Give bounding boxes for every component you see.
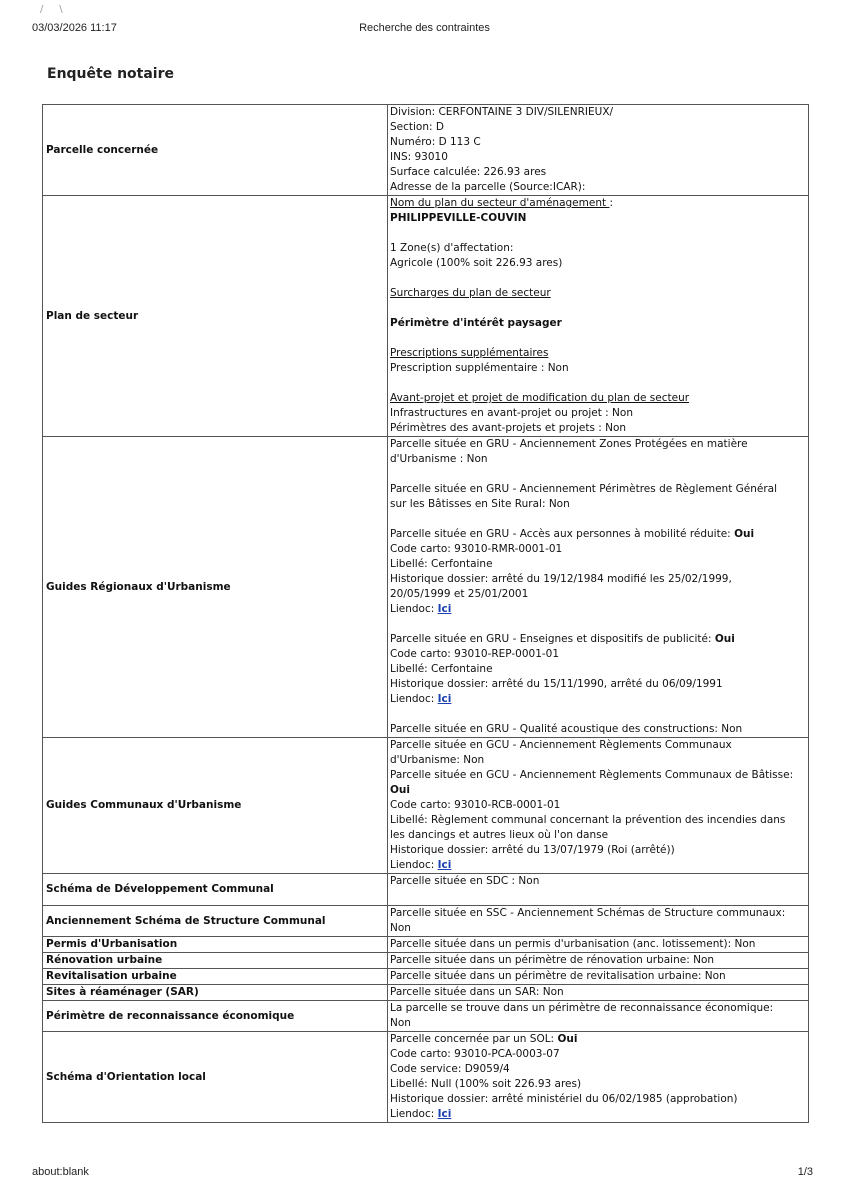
row-value: [388, 196, 809, 437]
row-label: Rénovation urbaine: [43, 953, 388, 969]
text-line: Adresse de la parcelle (Source:ICAR):: [390, 181, 586, 193]
constraints-table: [42, 104, 809, 1123]
table-row-sar: [43, 985, 809, 1001]
row-value: [388, 105, 809, 196]
text-line: Agricole (100% soit 226.93 ares): [390, 257, 563, 269]
text-line: Code carto: 93010-REP-0001-01: [390, 648, 560, 660]
text-line: Historique dossier: arrêté du 15/11/1990, arrêté du 06/09/1991: [390, 678, 723, 690]
text-line: INS: 93010: [390, 151, 448, 163]
page-number: 1/3: [797, 1166, 813, 1178]
text-line: Parcelle située en GRU - Qualité acoustique des constructions: Non: [390, 723, 743, 735]
text-line: Périmètres des avant-projets et projets : Non: [390, 422, 627, 434]
text-line: sur les Bâtisses en Site Rural: Non: [390, 498, 570, 510]
row-value: Parcelle située dans un périmètre de revitalisation urbaine: Non: [388, 969, 809, 985]
table-row-revitalisation: [43, 969, 809, 985]
row-value: [388, 1001, 809, 1032]
table-row-ssc: [43, 906, 809, 937]
text-line: Section: D: [390, 121, 444, 133]
text-line: Non: [390, 922, 411, 934]
text-line: 20/05/1999 et 25/01/2001: [390, 588, 529, 600]
table-row-sdc: [43, 874, 809, 906]
table-row-gcu: [43, 738, 809, 874]
row-label: Schéma de Développement Communal: [43, 874, 388, 906]
liendoc-link[interactable]: Ici: [437, 1108, 452, 1120]
text-line: Parcelle située en GRU - Anciennement Périmètres de Règlement Général: [390, 483, 778, 495]
row-value: Parcelle située dans un périmètre de rénovation urbaine: Non: [388, 953, 809, 969]
text-line: Code carto: 93010-PCA-0003-07: [390, 1048, 560, 1060]
text-line: Code carto: 93010-RMR-0001-01: [390, 543, 563, 555]
row-label: Permis d'Urbanisation: [43, 937, 388, 953]
table-row-renovation: [43, 953, 809, 969]
text-line: Infrastructures en avant-projet ou projet : Non: [390, 407, 633, 419]
row-label: Périmètre de reconnaissance économique: [43, 1001, 388, 1032]
section-heading: Nom du plan du secteur d'aménagement :: [390, 197, 613, 209]
text-line: Périmètre d'intérêt paysager: [390, 317, 562, 329]
section-heading: Prescriptions supplémentaires: [390, 347, 549, 359]
plan-name: PHILIPPEVILLE-COUVIN: [390, 212, 527, 224]
table-row-reco: [43, 1001, 809, 1032]
text-line: Liendoc: Ici: [390, 859, 452, 871]
row-value: Parcelle située en SDC : Non: [388, 874, 809, 906]
text-line: Parcelle située en GRU - Anciennement Zones Protégées en matière: [390, 438, 748, 450]
text-line: Historique dossier: arrêté ministériel du 06/02/1985 (approbation): [390, 1093, 738, 1105]
section-heading: Avant-projet et projet de modification du plan de secteur: [390, 392, 690, 404]
liendoc-link[interactable]: Ici: [437, 859, 452, 871]
text-line: Non: [390, 1017, 411, 1029]
text-line: Code service: D9059/4: [390, 1063, 510, 1075]
text-line: La parcelle se trouve dans un périmètre de reconnaissance économique:: [390, 1002, 774, 1014]
row-label: Plan de secteur: [43, 196, 388, 437]
text-line: Libellé: Règlement communal concernant la prévention des incendies dans: [390, 814, 786, 826]
text-line: Code carto: 93010-RCB-0001-01: [390, 799, 561, 811]
row-value: [388, 738, 809, 874]
section-heading: Surcharges du plan de secteur: [390, 287, 551, 299]
table-row-sol: [43, 1032, 809, 1123]
row-label: Parcelle concernée: [43, 105, 388, 196]
row-label: Anciennement Schéma de Structure Communal: [43, 906, 388, 937]
text-line: Parcelle située en GCU - Anciennement Règlements Communaux: [390, 739, 732, 751]
text-line: d'Urbanisme: Non: [390, 754, 485, 766]
text-line: Liendoc: Ici: [390, 1108, 452, 1120]
table-row-parcelle: [43, 105, 809, 196]
row-label: Schéma d'Orientation local: [43, 1032, 388, 1123]
text-line: Liendoc: Ici: [390, 603, 452, 615]
text-line: d'Urbanisme : Non: [390, 453, 488, 465]
text-line: Historique dossier: arrêté du 13/07/1979 (Roi (arrêté)): [390, 844, 675, 856]
text-line: Parcelle située en GRU - Enseignes et dispositifs de publicité: Oui: [390, 633, 735, 645]
table-row-permis: [43, 937, 809, 953]
text-line: Libellé: Cerfontaine: [390, 558, 493, 570]
scan-marks: / \: [40, 4, 63, 15]
row-value: Parcelle située dans un permis d'urbanisation (anc. lotissement): Non: [388, 937, 809, 953]
table-row-gru: [43, 437, 809, 738]
text-line: les dancings et autres lieux où l'on danse: [390, 829, 609, 841]
print-title: Recherche des contraintes: [359, 22, 490, 34]
liendoc-link[interactable]: Ici: [437, 603, 452, 615]
print-datetime: 03/03/2026 11:17: [32, 22, 117, 34]
text-line: Division: CERFONTAINE 3 DIV/SILENRIEUX/: [390, 106, 614, 118]
text-line: Parcelle située en GCU - Anciennement Règlements Communaux de Bâtisse:: [390, 769, 794, 781]
text-line: Liendoc: Ici: [390, 693, 452, 705]
row-value: [388, 437, 809, 738]
print-url: about:blank: [32, 1166, 89, 1178]
row-value: Parcelle située dans un SAR: Non: [388, 985, 809, 1001]
page-title: Enquête notaire: [47, 66, 174, 82]
row-label: Guides Régionaux d'Urbanisme: [43, 437, 388, 738]
text-line: Historique dossier: arrêté du 19/12/1984 modifié les 25/02/1999,: [390, 573, 732, 585]
table-row-plan-secteur: [43, 196, 809, 437]
text-line: Numéro: D 113 C: [390, 136, 481, 148]
row-label: Guides Communaux d'Urbanisme: [43, 738, 388, 874]
text-line: Parcelle concernée par un SOL: Oui: [390, 1033, 578, 1045]
text-line: Oui: [390, 784, 411, 796]
text-line: Libellé: Null (100% soit 226.93 ares): [390, 1078, 582, 1090]
text-line: 1 Zone(s) d'affectation:: [390, 242, 514, 254]
text-line: Parcelle située en GRU - Accès aux personnes à mobilité réduite: Oui: [390, 528, 755, 540]
text-line: Parcelle située en SSC - Anciennement Schémas de Structure communaux:: [390, 907, 786, 919]
text-line: Prescription supplémentaire : Non: [390, 362, 569, 374]
row-value: [388, 1032, 809, 1123]
liendoc-link[interactable]: Ici: [437, 693, 452, 705]
row-label: Sites à réaménager (SAR): [43, 985, 388, 1001]
text-line: Surface calculée: 226.93 ares: [390, 166, 547, 178]
row-label: Revitalisation urbaine: [43, 969, 388, 985]
row-value: [388, 906, 809, 937]
text-line: Libellé: Cerfontaine: [390, 663, 493, 675]
